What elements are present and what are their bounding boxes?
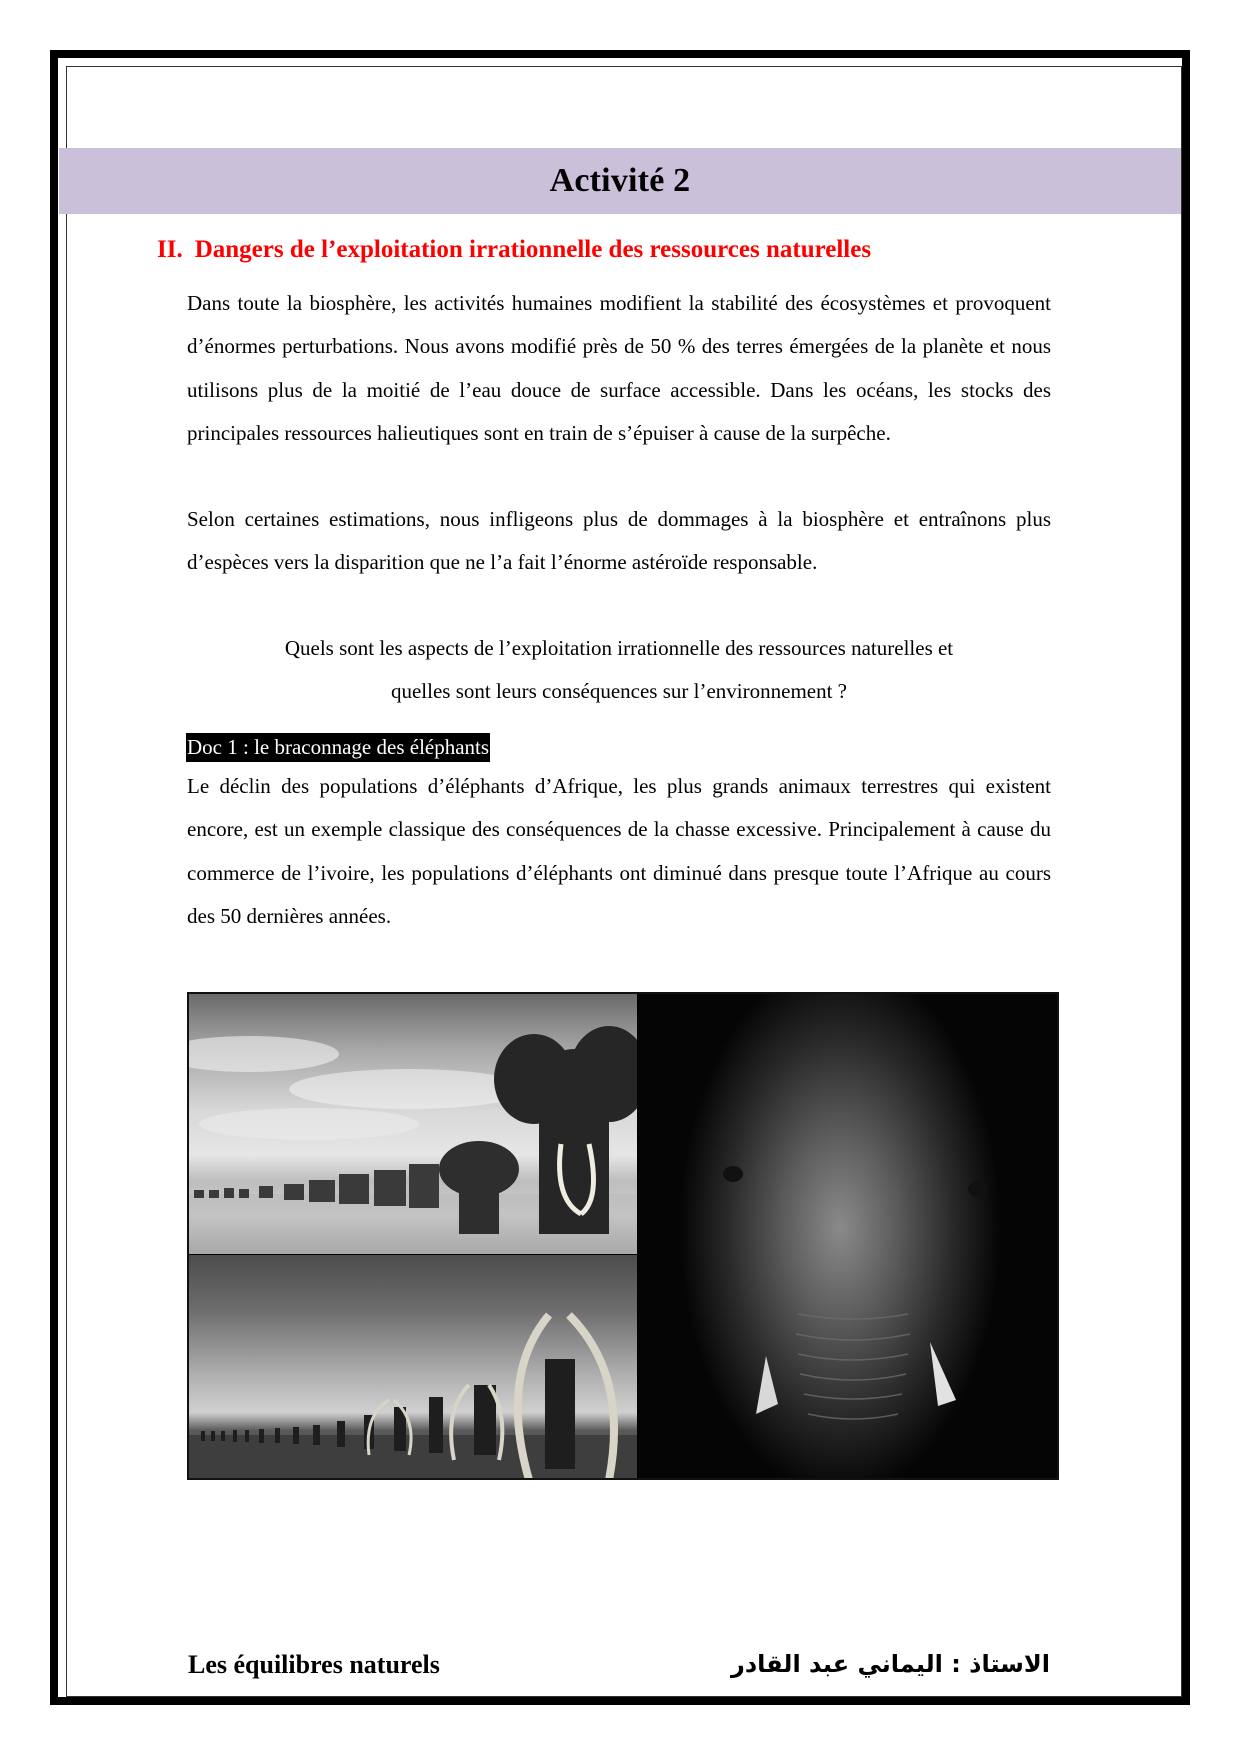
ivory-tusks-rangers-photo (189, 1255, 637, 1480)
footer-teacher-name: الاستاذ : اليماني عبد القادر (731, 1650, 1050, 1678)
intro-paragraph-1: Dans toute la biosphère, les activités humaines modifient la stabilité des écosystèmes et provoquent d’énormes perturbations. Nous avons modifié près de 50 % des terres émergées de la planète et nous utilisons plus de la moitié de l’eau douce de surface accessible. Dans les océans, les stocks des principales ressources halieutiques sont en train de s’épuiser à cause de la surpêche. (187, 291, 1051, 445)
elephant-herd-illustration (189, 994, 637, 1254)
tusks-rangers-illustration (189, 1255, 637, 1480)
doc-1-label: Doc 1 : le braconnage des éléphants (186, 733, 490, 762)
elephant-face-illustration (638, 994, 1059, 1480)
footer-course-title: Les équilibres naturels (188, 1650, 440, 1679)
section-number: II. (157, 236, 183, 263)
doc-1-text: Le déclin des populations d’éléphants d’Afrique, les plus grands animaux terrestres qui existent encore, est un exemple classique des conséquences de la chasse excessive. Principalement à cause du commerce de l’ivoire, les populations d’éléphants ont diminué dans presque toute l’Afrique au cours des 50 dernières années. (187, 774, 1051, 928)
guiding-question (187, 627, 1051, 714)
question-line-2: quelles sont leurs conséquences sur l’environnement ? (390, 679, 848, 704)
section-heading (157, 236, 871, 264)
elephant-face-photo (638, 994, 1059, 1480)
section-title: Dangers de l’exploitation irrationnelle des ressources naturelles (194, 236, 872, 263)
elephant-herd-photo (189, 994, 637, 1254)
title-banner (59, 148, 1181, 214)
page-title: Activité 2 (549, 162, 691, 199)
doc-1-figure (187, 992, 1059, 1480)
question-line-1: Quels sont les aspects de l’exploitation irrationnelle des ressources naturelles et (284, 636, 954, 660)
intro-paragraph-2: Selon certaines estimations, nous infligeons plus de dommages à la biosphère et entraînons plus d’espèces vers la disparition que ne l’a fait l’énorme astéroïde responsable. (187, 507, 1051, 575)
